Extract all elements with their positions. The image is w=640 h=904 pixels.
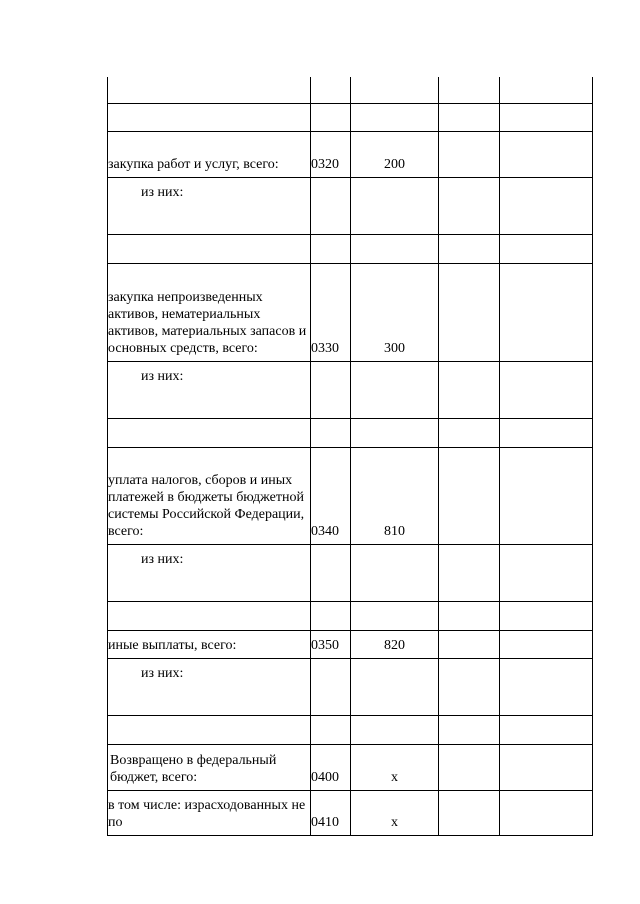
row-kbk-cell <box>351 264 439 362</box>
row-name-cell <box>108 264 311 362</box>
row-code-cell <box>311 132 351 178</box>
row-code: 0330 <box>311 341 339 356</box>
table-row-continuation <box>108 77 593 104</box>
row-kbk: 810 <box>384 524 405 539</box>
row-code: 0340 <box>311 524 339 539</box>
table-row-sub <box>108 362 593 419</box>
row-name-cell <box>108 745 311 791</box>
table-row <box>108 264 593 362</box>
row-sub-label: из них: <box>108 178 311 235</box>
row-name-cell <box>108 448 311 545</box>
row-kbk: 820 <box>384 638 405 653</box>
row-code-cell <box>311 631 351 659</box>
row-name: закупка непроизведенных активов, нематериальных активов, материальных запасов и основных средств, всего: <box>108 290 307 356</box>
row-kbk-cell <box>351 745 439 791</box>
row-kbk: 300 <box>384 341 405 356</box>
row-kbk: 200 <box>384 157 405 172</box>
row-sub-label: из них: <box>108 659 311 716</box>
row-kbk-cell <box>351 791 439 836</box>
row-code: 0400 <box>311 770 339 785</box>
row-name-cell <box>108 132 311 178</box>
table-row-blank <box>108 716 593 745</box>
row-name: в том числе: израсходованных не по <box>108 798 306 830</box>
row-code-cell <box>311 791 351 836</box>
table-row <box>108 745 593 791</box>
row-name: закупка работ и услуг, всего: <box>108 157 279 172</box>
table-row-blank <box>108 602 593 631</box>
table-row-sub <box>108 545 593 602</box>
row-code-cell <box>311 745 351 791</box>
table-row-blank <box>108 235 593 264</box>
row-name-cell <box>108 631 311 659</box>
table-row-sub <box>108 178 593 235</box>
table-row-sub <box>108 659 593 716</box>
row-name: Возвращено в федеральный бюджет, всего: <box>110 753 277 785</box>
table-row-blank <box>108 419 593 448</box>
row-code-cell <box>311 448 351 545</box>
row-kbk: x <box>391 815 398 830</box>
table-row <box>108 791 593 836</box>
row-code-cell <box>311 264 351 362</box>
table-row <box>108 132 593 178</box>
table-row <box>108 631 593 659</box>
report-table <box>107 77 593 836</box>
row-name-cell <box>108 791 311 836</box>
row-sub-label: из них: <box>108 545 311 602</box>
row-name: уплата налогов, сборов и иных платежей в бюджеты бюджетной системы Российской Федерации, всего: <box>108 473 305 539</box>
row-name: иные выплаты, всего: <box>108 638 237 653</box>
row-code: 0320 <box>311 157 339 172</box>
row-kbk-cell <box>351 448 439 545</box>
row-kbk: x <box>391 770 398 785</box>
row-sub-label: из них: <box>108 362 311 419</box>
table-row-blank <box>108 104 593 132</box>
row-code: 0350 <box>311 638 339 653</box>
row-kbk-cell <box>351 132 439 178</box>
row-kbk-cell <box>351 631 439 659</box>
row-code: 0410 <box>311 815 339 830</box>
table-row <box>108 448 593 545</box>
